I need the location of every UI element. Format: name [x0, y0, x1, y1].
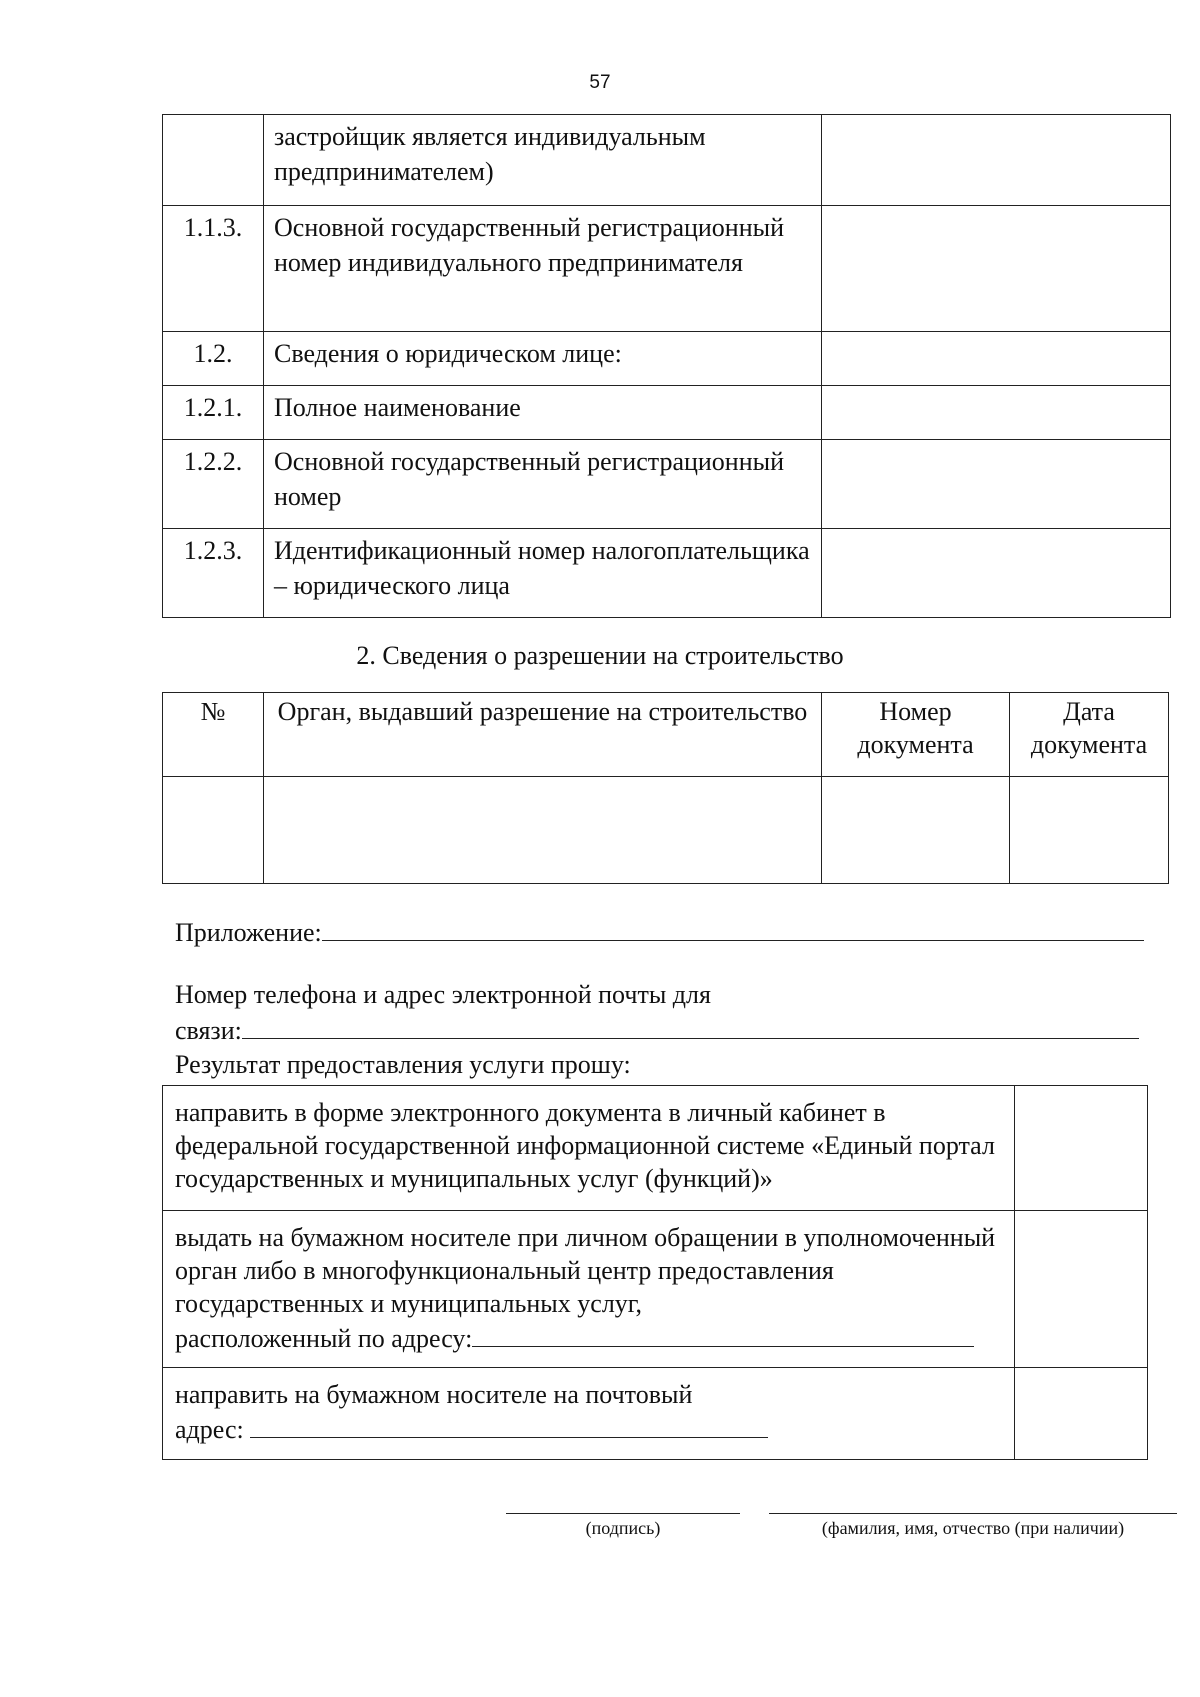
cell-doc-number[interactable]	[822, 777, 1010, 884]
row-number: 1.2.3.	[163, 529, 264, 618]
row-label: Основной государственный регистрационный номер	[264, 440, 822, 529]
signature-caption: (подпись)	[585, 1518, 661, 1538]
col-header-doc-number: Номер документа	[822, 693, 1010, 777]
row-value-cell[interactable]	[822, 115, 1171, 206]
row-value-cell[interactable]	[822, 440, 1171, 529]
row-number	[163, 115, 264, 206]
page-number: 57	[589, 72, 611, 93]
option-in-person-text: выдать на бумажном носителе при личном обращении в уполномоченный орган либо в многофункциональный центр предоставления государственных и муниципальных услуг,	[175, 1223, 996, 1318]
applicant-info-table	[162, 114, 1171, 618]
option-in-person	[163, 1211, 1015, 1368]
table-row	[163, 206, 1171, 332]
attachment-label: Приложение:	[175, 918, 322, 947]
option-electronic-checkbox[interactable]	[1015, 1086, 1148, 1211]
full-name-line[interactable]	[769, 1513, 1177, 1539]
row-number: 1.2.1.	[163, 386, 264, 440]
result-options-table	[162, 1085, 1148, 1460]
row-label: Идентификационный номер налогоплательщика – юридического лица	[264, 529, 822, 618]
table-row	[163, 332, 1171, 386]
signature-line[interactable]	[506, 1513, 740, 1539]
row-value-cell[interactable]	[822, 529, 1171, 618]
table-row	[163, 777, 1169, 884]
table-row	[163, 386, 1171, 440]
row-value-cell[interactable]	[822, 386, 1171, 440]
row-label: Основной государственный регистрационный номер индивидуального предпринимателя	[264, 206, 822, 332]
full-name-caption: (фамилия, имя, отчество (при наличии)	[821, 1518, 1125, 1538]
row-number: 1.2.	[163, 332, 264, 386]
option-postal-checkbox[interactable]	[1015, 1368, 1148, 1460]
contact-label-line1: Номер телефона и адрес электронной почты для	[175, 980, 711, 1009]
attachment-field	[175, 914, 1144, 950]
cell-number[interactable]	[163, 777, 264, 884]
col-header-number: №	[163, 693, 264, 777]
table-row	[163, 1368, 1148, 1460]
table-header-row	[163, 693, 1169, 777]
option-in-person-address-line[interactable]	[472, 1320, 974, 1347]
result-label: Результат предоставления услуги прошу:	[175, 1050, 631, 1079]
section-title: 2. Сведения о разрешении на строительство	[356, 641, 844, 670]
row-label: Сведения о юридическом лице:	[264, 332, 822, 386]
table-row	[163, 115, 1171, 206]
row-label: застройщик является индивидуальным предпринимателем)	[264, 115, 822, 206]
option-postal-address-label: адрес:	[175, 1415, 244, 1444]
row-value-cell[interactable]	[822, 332, 1171, 386]
table-row	[163, 440, 1171, 529]
option-postal-text: направить на бумажном носителе на почтовый	[175, 1380, 693, 1409]
row-label: Полное наименование	[264, 386, 822, 440]
option-postal-address-line[interactable]	[250, 1411, 768, 1438]
row-number: 1.2.2.	[163, 440, 264, 529]
col-header-doc-date: Дата документа	[1010, 693, 1169, 777]
attachment-input-line[interactable]	[322, 914, 1144, 941]
option-electronic-text: направить в форме электронного документа в личный кабинет в федеральной государственной информационной системе «Единый портал государственных и муниципальных услуг (функций)»	[163, 1086, 1015, 1211]
row-value-cell[interactable]	[822, 206, 1171, 332]
table-row	[163, 1211, 1148, 1368]
contact-field	[175, 978, 1139, 1082]
contact-label-line2: связи:	[175, 1016, 242, 1045]
col-header-authority: Орган, выдавший разрешение на строительство	[264, 693, 822, 777]
table-row	[163, 1086, 1148, 1211]
option-in-person-checkbox[interactable]	[1015, 1211, 1148, 1368]
option-in-person-address-label: расположенный по адресу:	[175, 1324, 473, 1353]
option-postal	[163, 1368, 1015, 1460]
contact-input-line[interactable]	[242, 1012, 1139, 1039]
cell-doc-date[interactable]	[1010, 777, 1169, 884]
permit-table	[162, 692, 1169, 884]
table-row	[163, 529, 1171, 618]
row-number: 1.1.3.	[163, 206, 264, 332]
cell-authority[interactable]	[264, 777, 822, 884]
